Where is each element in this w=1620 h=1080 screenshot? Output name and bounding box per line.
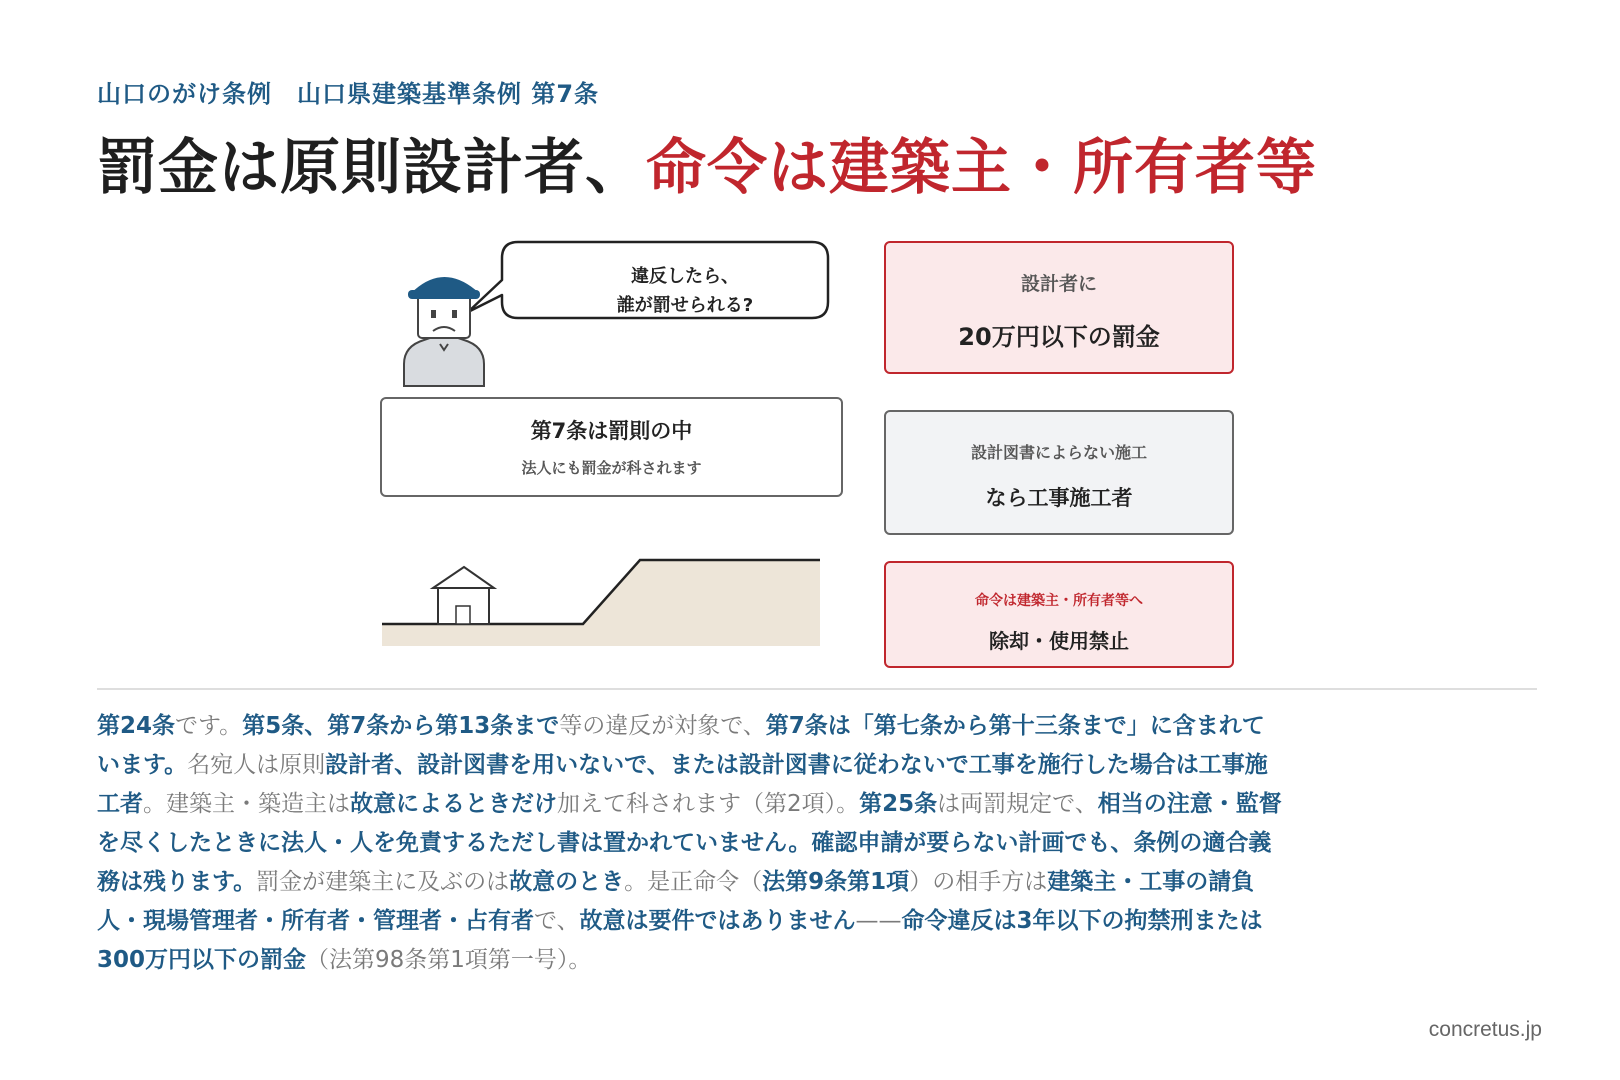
subtitle: 山口のがけ条例 山口県建築基準条例 第7条 [97, 80, 600, 108]
emphasis-text: 設計者、設計図書を用いないで、または設計図書に従わないで工事を施行した場合は工事施工者 [97, 752, 1268, 817]
order-target: 命令は建築主・所有者等へ [975, 593, 1143, 609]
plain-text: —— [855, 908, 902, 934]
corporate-fine-note: 法人にも罰金が科されます [521, 459, 702, 477]
contractor-target: なら工事施工者 [985, 486, 1133, 510]
designer-fine-amount: 20万円以下の罰金 [958, 323, 1160, 351]
penalty-figure [380, 240, 1380, 680]
penalty-chapter-title: 第7条は罰則の中 [530, 419, 693, 443]
site-credit: concretus.jp [1428, 1018, 1542, 1041]
penalty-chapter-box [380, 397, 843, 497]
order-box [884, 561, 1234, 668]
emphasis-text: 故意は要件ではありません [579, 908, 856, 934]
plain-text: 名宛人は原則 [187, 752, 326, 778]
speech-line-1: 違反したら、 [631, 266, 739, 287]
plain-text: 等の違反が対象で、 [559, 713, 766, 739]
plain-text: は両罰規定で、 [937, 791, 1098, 817]
explanation-paragraph [97, 707, 1282, 980]
title-part-owner: 命令は建築主・所有者等 [646, 133, 1317, 203]
plain-text: 。建築主・築造主は [143, 791, 350, 817]
emphasis-text: 相当の注意・監督を尽くしたときに法人・人を免責するただし書は置かれていません。確認申請が要らない計画でも、条例の適合義務は残ります。 [97, 791, 1282, 895]
speech-line-2: 誰が罰せられる? [616, 295, 754, 316]
emphasis-text: 法第9条第1項 [762, 869, 910, 895]
plain-text: 加えて科されます（第2項）。 [557, 791, 860, 817]
contractor-box [884, 410, 1234, 535]
emphasis-text: 第24条 [97, 713, 176, 739]
emphasis-text: 故意によるときだけ [350, 791, 557, 817]
page-title [97, 128, 1317, 208]
emphasis-text: 第25条 [859, 791, 938, 817]
emphasis-text: 命令違反は3年以下の拘禁刑または300万円以下の罰金 [97, 908, 1263, 973]
order-measures: 除却・使用禁止 [989, 629, 1129, 653]
section-divider [97, 688, 1537, 690]
plain-text: で、 [534, 908, 580, 934]
plain-text: 。是正命令（ [624, 869, 763, 895]
designer-fine-label: 設計者に [1020, 273, 1097, 295]
emphasis-text: 建築主・工事の請負人・現場管理者・所有者・管理者・占有者 [97, 869, 1255, 934]
emphasis-text: 故意のとき [509, 869, 625, 895]
plain-text: （法第98条第1項第一号）。 [306, 947, 592, 973]
plain-text: 罰金が建築主に及ぶのは [256, 869, 510, 895]
designer-fine-box [884, 241, 1234, 374]
house-icon [433, 567, 494, 624]
contractor-condition: 設計図書によらない施工 [970, 443, 1147, 462]
title-part-designer: 罰金は原則設計者、 [97, 133, 646, 203]
speech-bubble-text [525, 262, 845, 320]
plain-text: です。 [175, 713, 243, 739]
emphasis-text: 第7条は「第七条から第十三条まで」に含まれています。 [97, 713, 1265, 778]
worried-person-icon [404, 278, 484, 386]
emphasis-text: 第5条、第7条から第13条まで [242, 713, 560, 739]
plain-text: ）の相手方は [909, 869, 1048, 895]
